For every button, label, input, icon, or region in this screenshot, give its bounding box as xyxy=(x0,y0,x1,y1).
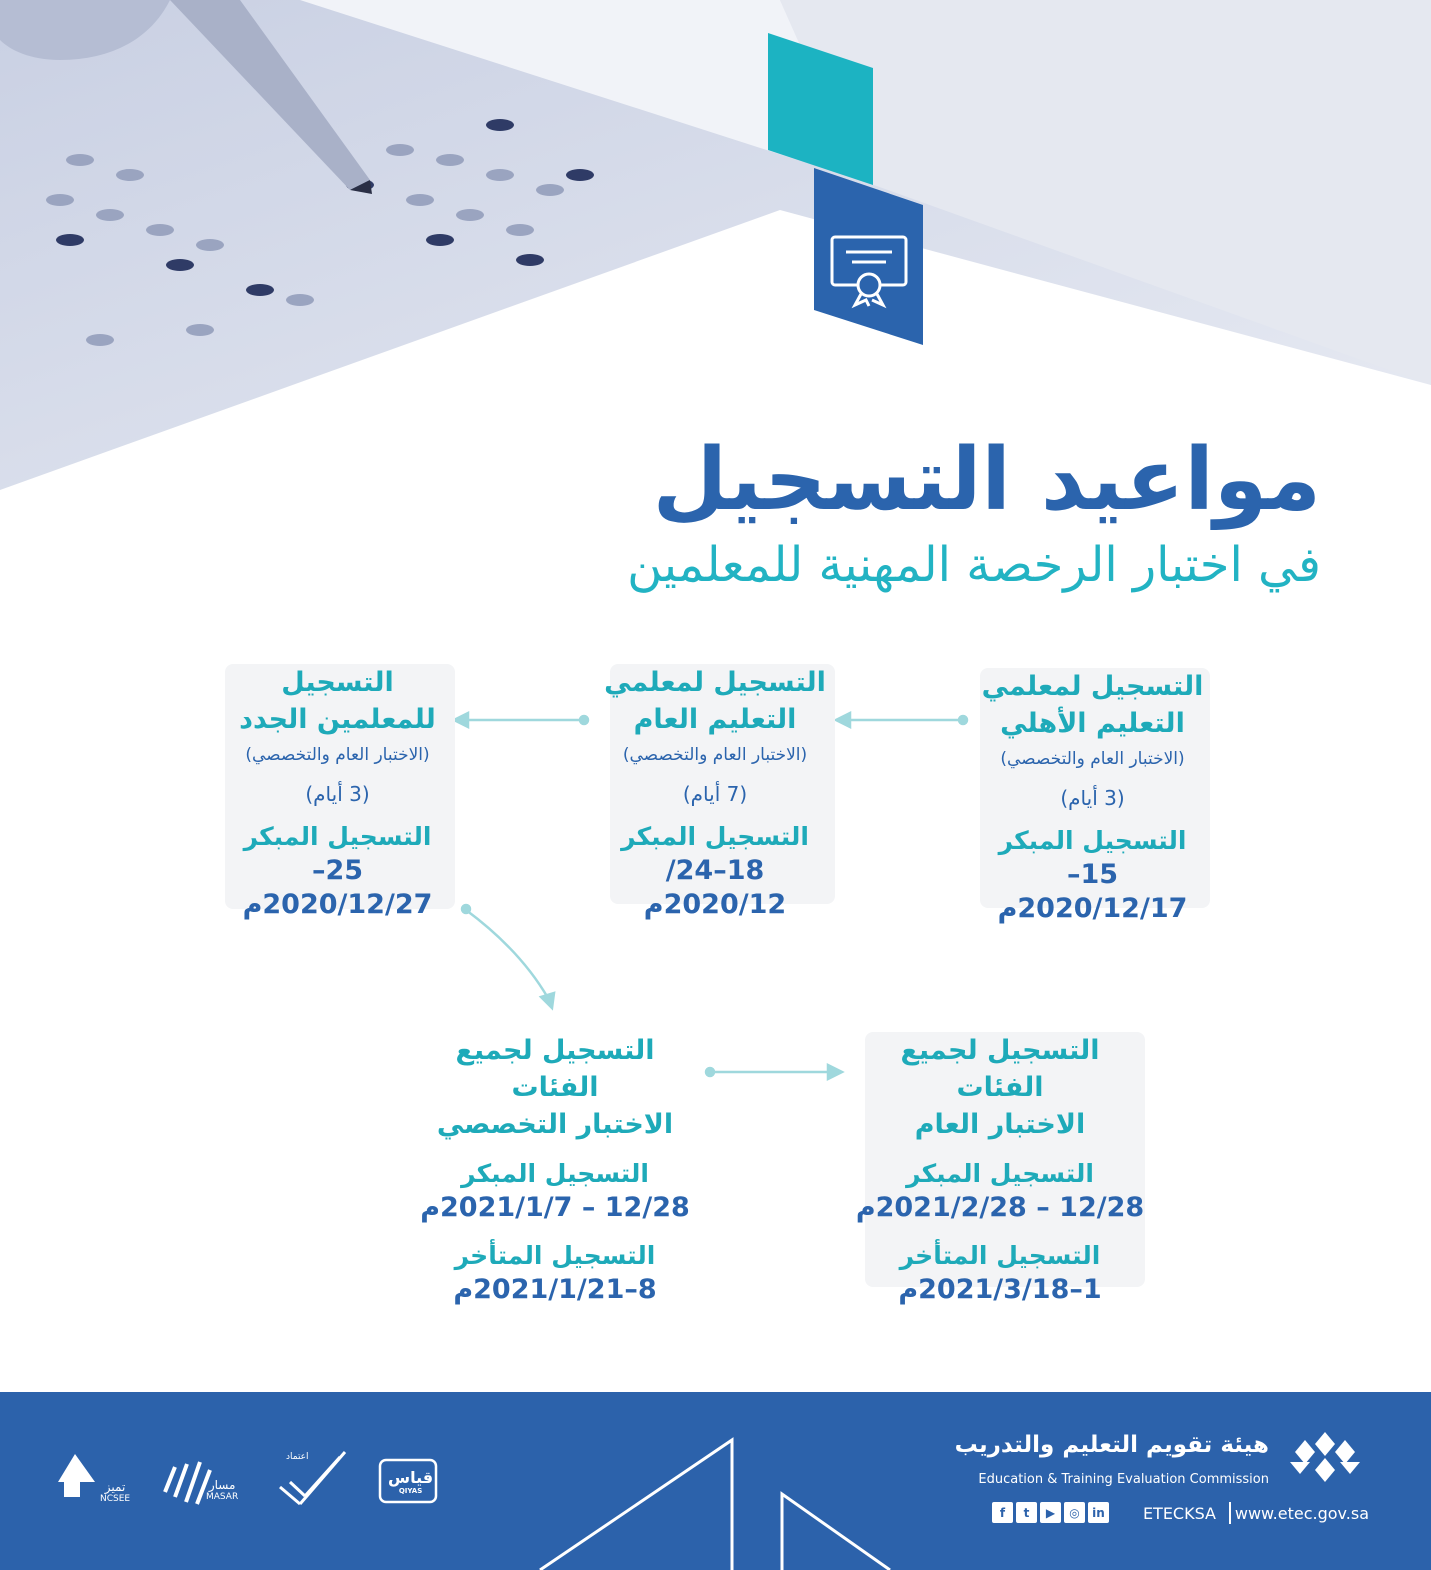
early-registration-label: التسجيل المبكر xyxy=(243,822,432,851)
card-private-teachers xyxy=(975,668,1210,926)
tamayuz-logo-icon xyxy=(58,1454,95,1497)
late-registration-label: التسجيل المتأخر xyxy=(454,1241,656,1270)
website-link[interactable]: www.etec.gov.sa xyxy=(1234,1504,1369,1523)
late-registration-date: 1–2021/3/18م xyxy=(898,1274,1102,1305)
footer xyxy=(0,1392,1431,1570)
early-registration-label: التسجيل المبكر xyxy=(998,826,1187,855)
card-heading: التسجيل لجميع الفئات xyxy=(455,1035,655,1103)
card-heading: التعليم الأهلي xyxy=(1000,708,1185,739)
footer-separator xyxy=(1229,1502,1231,1524)
twitter-icon[interactable]: t xyxy=(1016,1502,1037,1523)
early-registration-date: 15–2020/12/17م xyxy=(997,859,1188,924)
partner-name-en: NCSEE xyxy=(100,1494,131,1504)
partner-name-en: MASAR xyxy=(206,1492,239,1502)
social-handle: ETECKSA xyxy=(1142,1504,1216,1523)
youtube-icon[interactable]: ▶ xyxy=(1040,1502,1061,1523)
org-name-english: Education & Training Evaluation Commission xyxy=(978,1472,1269,1487)
card-heading: الاختبار العام xyxy=(914,1109,1086,1140)
card-heading: التسجيل xyxy=(281,667,394,698)
early-registration-date: 12/28 – 2021/1/7م xyxy=(420,1192,690,1223)
early-registration-label: التسجيل المبكر xyxy=(461,1159,649,1188)
early-registration-label: التسجيل المبكر xyxy=(621,822,809,851)
partner-name: تميز xyxy=(104,1480,126,1494)
page-subtitle: في اختبار الرخصة المهنية للمعلمين xyxy=(627,537,1321,593)
card-specialized-test xyxy=(410,1032,700,1307)
card-days: (7 أيام) xyxy=(682,782,748,806)
card-heading: التسجيل لمعلمي xyxy=(604,667,826,698)
masar-logo-icon xyxy=(165,1462,210,1504)
late-registration-label: التسجيل المتأخر xyxy=(899,1241,1101,1270)
partner-name: قياس xyxy=(388,1468,434,1487)
partner-etimad xyxy=(286,1452,309,1462)
card-heading: التعليم العام xyxy=(633,704,797,735)
card-heading: الاختبار التخصصي xyxy=(436,1109,674,1140)
card-days: (3 أيام) xyxy=(1060,786,1125,810)
early-registration-date: 25–2020/12/27م xyxy=(242,855,433,920)
late-registration-date: 8–2021/1/21م xyxy=(453,1274,657,1305)
org-name-arabic: هيئة تقويم التعليم والتدريب xyxy=(954,1432,1269,1458)
card-note: (الاختبار العام والتخصصي) xyxy=(1000,749,1185,769)
linkedin-icon[interactable]: in xyxy=(1088,1502,1109,1523)
partner-name-en: QIYAS xyxy=(398,1487,423,1495)
card-days: (3 أيام) xyxy=(305,782,370,806)
partner-tamayuz xyxy=(100,1480,130,1504)
early-registration-date: 18–24/ 2020/12م xyxy=(643,855,787,920)
card-general-test xyxy=(855,1032,1145,1307)
partner-name: مسار xyxy=(208,1478,236,1492)
card-heading: للمعلمين الجدد xyxy=(239,704,436,735)
card-heading: التسجيل لجميع الفئات xyxy=(900,1035,1100,1103)
partner-qiyas xyxy=(388,1468,433,1495)
partner-name: اعتماد xyxy=(286,1452,309,1462)
early-registration-date: 12/28 – 2021/2/28م xyxy=(855,1192,1145,1223)
social-links xyxy=(992,1502,1109,1523)
card-note: (الاختبار العام والتخصصي) xyxy=(245,745,430,765)
facebook-icon[interactable]: f xyxy=(992,1502,1013,1523)
early-registration-label: التسجيل المبكر xyxy=(906,1159,1094,1188)
page-title: مواعيد التسجيل xyxy=(652,430,1321,530)
card-heading: التسجيل لمعلمي xyxy=(981,671,1204,702)
card-public-teachers xyxy=(595,664,835,922)
etec-logo-icon xyxy=(1290,1432,1360,1482)
instagram-icon[interactable]: ◎ xyxy=(1064,1502,1085,1523)
card-new-teachers xyxy=(220,664,455,922)
partner-masar xyxy=(206,1478,238,1502)
card-note: (الاختبار العام والتخصصي) xyxy=(622,745,808,765)
